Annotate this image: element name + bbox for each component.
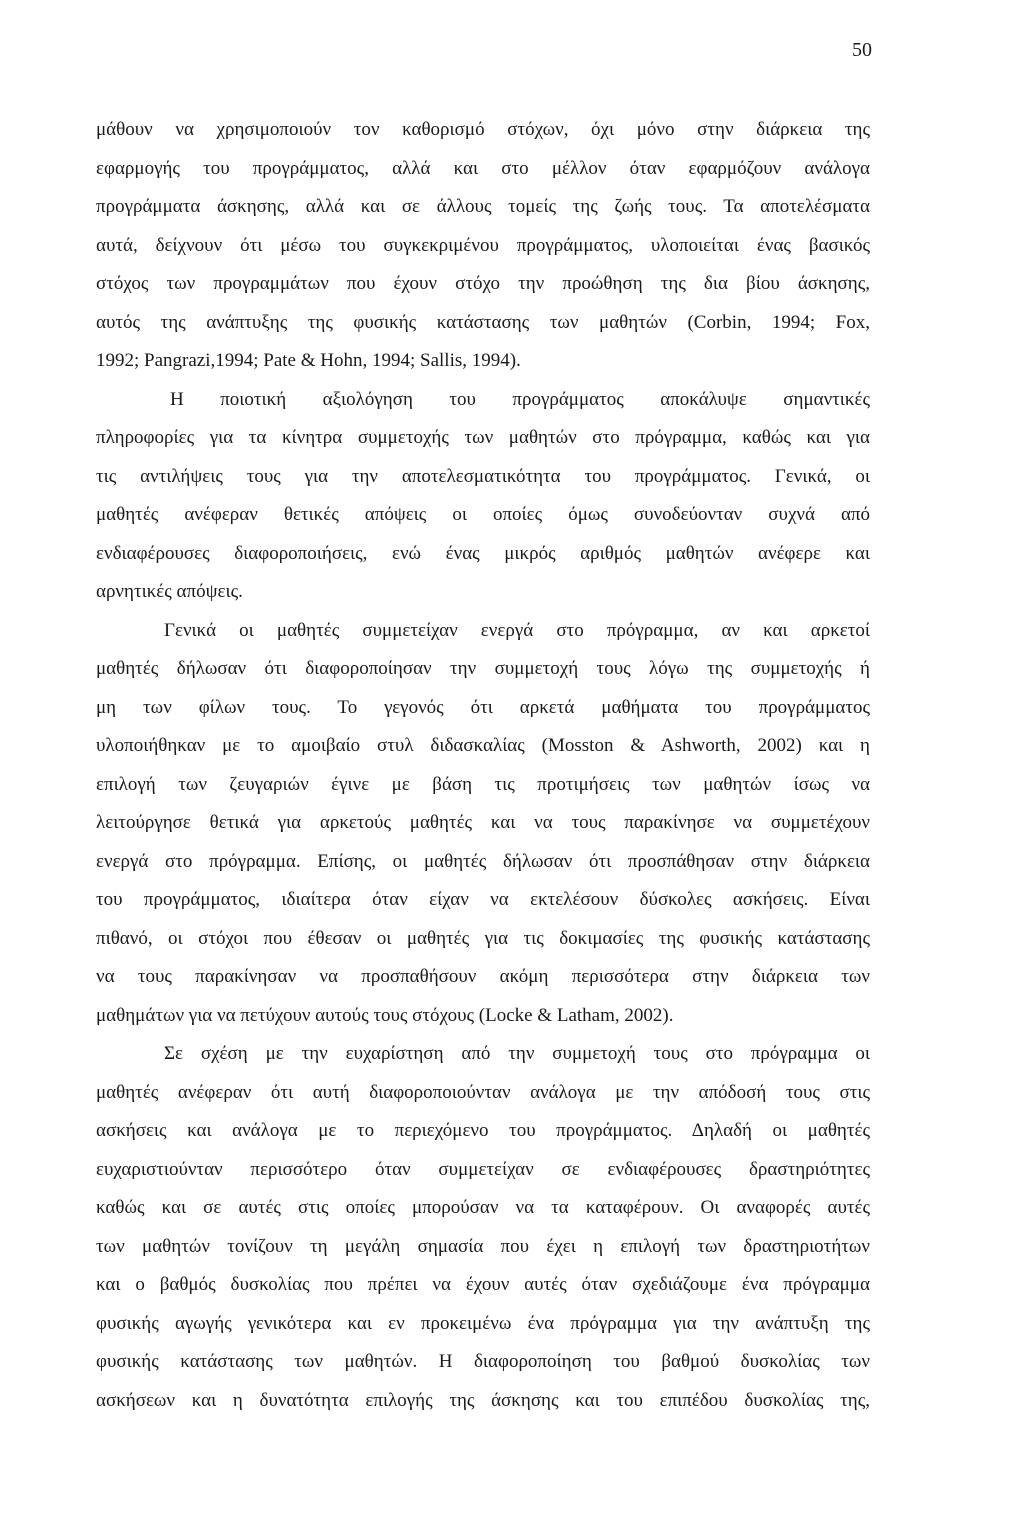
text-line: αρνητικές απόψεις. [96,581,243,602]
text-line: ενεργά στο πρόγραμμα. Επίσης, οι μαθητές δήλωσαν ότι προσπάθησαν στην διάρκεια [96,850,870,872]
text-line: υλοποιήθηκαν με το αμοιβαίο στυλ διδασκαλίας (Mosston & Ashworth, 2002) και η [96,735,870,756]
text-line: επιλογή των ζευγαριών έγινε με βάση τις προτιμήσεις των μαθητών ίσως να [96,773,870,795]
text-line: του προγράμματος, ιδιαίτερα όταν είχαν να εκτελέσουν δύσκολες ασκήσεις. Είναι [96,889,870,910]
text-line: ευχαριστιούνταν περισσότερο όταν συμμετείχαν σε ενδιαφέρουσες δραστηριότητες [96,1158,870,1180]
text-line: να τους παρακίνησαν να προσπαθήσουν ακόμη περισσότερα στην διάρκεια των [96,966,870,987]
text-line: λειτούργησε θετικά για αρκετούς μαθητές και να τους παρακίνησε να συμμετέχουν [96,812,870,833]
text-line: εφαρμογής του προγράμματος, αλλά και στο μέλλον όταν εφαρμόζουν ανάλογα [96,157,870,179]
text-line: Σε σχέση με την ευχαρίστηση από την συμμετοχή τους στο πρόγραμμα οι [164,1043,870,1064]
text-line: μάθουν να χρησιμοποιούν τον καθορισμό στόχων, όχι μόνο στην διάρκεια της [96,119,870,140]
text-line: τις αντιλήψεις τους για την αποτελεσματικότητα του προγράμματος. Γενικά, οι [96,465,870,487]
text-line: 1992; Pangrazi,1994; Pate & Hohn, 1994; Sallis, 1994). [96,350,521,371]
text-line: και ο βαθμός δυσκολίας που πρέπει να έχουν αυτές όταν σχεδιάζουμε ένα πρόγραμμα [96,1274,870,1295]
text-line: στόχος των προγραμμάτων που έχουν στόχο την προώθηση της δια βίου άσκησης, [96,273,870,294]
text-line: ενδιαφέρουσες διαφοροποιήσεις, ενώ ένας μικρός αριθμός μαθητών ανέφερε και [96,542,870,564]
text-line: μη των φίλων τους. Το γεγονός ότι αρκετά μαθήματα του προγράμματος [96,696,870,718]
text-line: ασκήσεων και η δυνατότητα επιλογής της άσκησης και του επιπέδου δυσκολίας της, [96,1389,870,1411]
text-line: ασκήσεις και ανάλογα με το περιεχόμενο του προγράμματος. Δηλαδή οι μαθητές [96,1120,870,1141]
text-line: φυσικής κατάστασης των μαθητών. Η διαφοροποίηση του βαθμού δυσκολίας των [96,1351,870,1372]
page-number: 50 [852,39,872,61]
text-line: φυσικής αγωγής γενικότερα και εν προκειμένω ένα πρόγραμμα για την ανάπτυξη της [96,1312,870,1334]
text-line: μαθητές ανέφεραν θετικές απόψεις οι οποίες όμως συνοδεύονταν συχνά από [96,504,870,525]
text-line: καθώς και σε αυτές στις οποίες μπορούσαν να τα καταφέρουν. Οι αναφορές αυτές [96,1197,870,1218]
text-line: των μαθητών τονίζουν τη μεγάλη σημασία που έχει η επιλογή των δραστηριοτήτων [96,1235,870,1257]
document-body [96,111,870,1420]
text-line: μαθημάτων για να πετύχουν αυτούς τους στόχους (Locke & Latham, 2002). [96,1004,674,1026]
text-line: αυτός της ανάπτυξης της φυσικής κατάστασης των μαθητών (Corbin, 1994; Fox, [96,311,870,333]
text-line: μαθητές δήλωσαν ότι διαφοροποίησαν την συμμετοχή τους λόγω της συμμετοχής ή [96,658,870,679]
text-line: μαθητές ανέφεραν ότι αυτή διαφοροποιούνταν ανάλογα με την απόδοσή τους στις [96,1081,870,1103]
text-line: πληροφορίες για τα κίνητρα συμμετοχής των μαθητών στο πρόγραμμα, καθώς και για [96,427,870,448]
text-line: πιθανό, οι στόχοι που έθεσαν οι μαθητές για τις δοκιμασίες της φυσικής κατάστασης [96,927,870,949]
text-line: προγράμματα άσκησης, αλλά και σε άλλους τομείς της ζωής τους. Τα αποτελέσματα [96,196,870,217]
text-line: Η ποιοτική αξιολόγηση του προγράμματος αποκάλυψε σημαντικές [170,388,870,410]
text-line: Γενικά οι μαθητές συμμετείχαν ενεργά στο πρόγραμμα, αν και αρκετοί [164,619,870,641]
text-line: αυτά, δείχνουν ότι μέσω του συγκεκριμένου προγράμματος, υλοποιείται ένας βασικός [96,234,870,256]
